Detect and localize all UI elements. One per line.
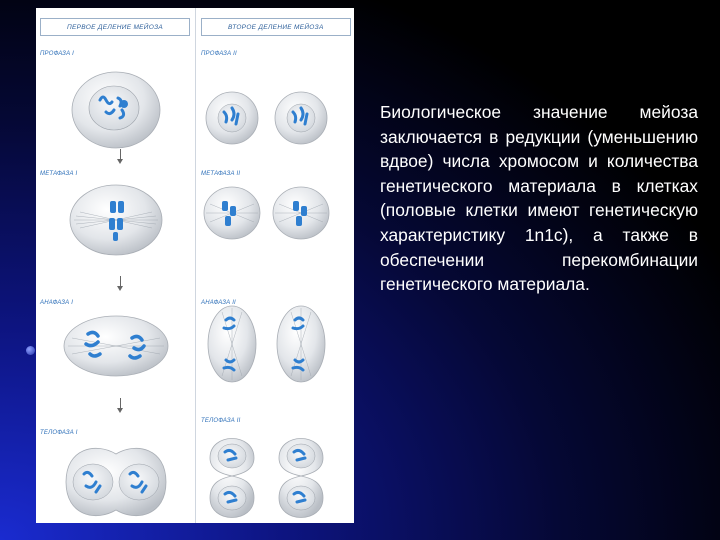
cell-anaphase-2b: [277, 306, 325, 382]
stage-label-metaphase-2: МЕТАФАЗА II: [201, 171, 241, 177]
cell-telophase-1: [66, 448, 166, 515]
cell-telophase-2a: [210, 439, 254, 518]
second-division-header: ВТОРОЕ ДЕЛЕНИЕ МЕЙОЗА: [201, 18, 351, 36]
bullet-icon: [26, 346, 35, 355]
meiosis-figure: [36, 8, 354, 523]
cell-prophase-2a: [206, 92, 258, 144]
stage-label-telophase-1: ТЕЛОФАЗА I: [40, 430, 78, 436]
cell-metaphase-2b: [273, 187, 329, 239]
stage-label-metaphase-1: МЕТАФАЗА I: [40, 171, 78, 177]
stage-label-prophase-2: ПРОФАЗА II: [201, 51, 237, 57]
cell-metaphase-2a: [204, 187, 260, 239]
first-division-header: ПЕРВОЕ ДЕЛЕНИЕ МЕЙОЗА: [40, 18, 190, 36]
stage-label-anaphase-1: АНАФАЗА I: [40, 300, 74, 306]
stage-label-telophase-2: ТЕЛОФАЗА II: [201, 418, 241, 424]
cell-telophase-2b: [279, 439, 323, 518]
meiosis-significance-text: Биологическое значение мейоза заключается в редукции (уменьшению вдвое) числа хромосом и количества генетического материала в клетках (половые клетки имеют генетическую характеристику 1n1c), а также в обеспечении перекомбинации генетического материала.: [380, 102, 698, 295]
cell-prophase-2b: [275, 92, 327, 144]
cell-metaphase-1: [70, 185, 162, 255]
cell-prophase-1: [72, 72, 160, 148]
stage-label-anaphase-2: АНАФАЗА II: [201, 300, 236, 306]
cell-anaphase-2a: [208, 306, 256, 382]
cell-diagrams: [36, 8, 354, 523]
cell-anaphase-1: [64, 316, 168, 376]
stage-label-prophase-1: ПРОФАЗА I: [40, 51, 75, 57]
